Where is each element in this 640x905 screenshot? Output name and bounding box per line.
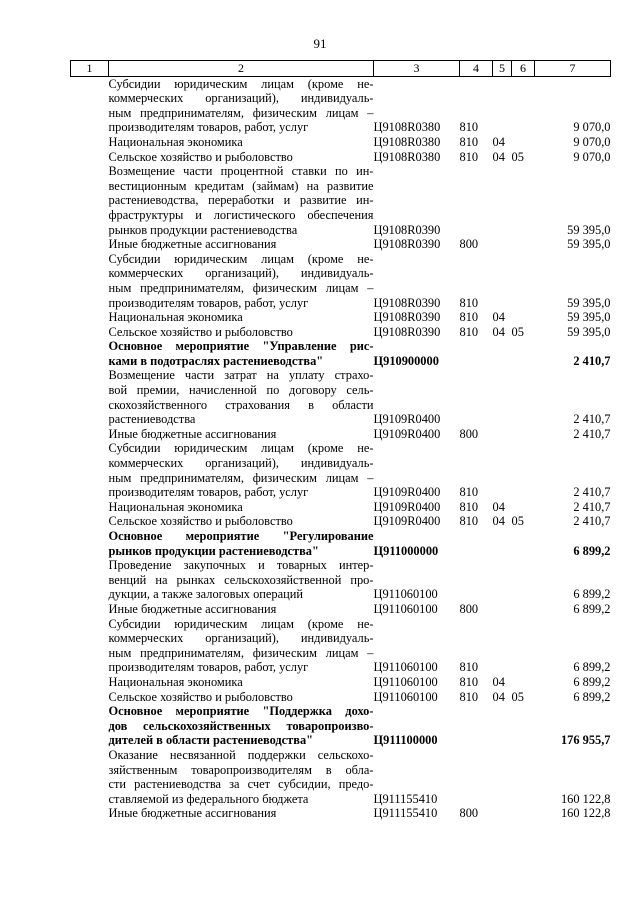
row-group-cell: 810 [459,499,479,514]
row-name-line: коммерческих организаций), индивидуаль- [108,91,374,106]
row-name-line: венций на рынках сельскохозяйственной про- [108,572,374,587]
row-number-cell [71,514,109,529]
row-name-cell [109,500,374,515]
row-name-line: Сельское хозяйство и рыболовство [108,149,293,164]
row-section-cell [493,427,512,442]
header-col-4: 4 [460,61,493,77]
row-group-cell [460,339,493,368]
row-amount-cell: 2 410,7 [573,499,611,514]
row-name-line: Субсидии юридическим лицам (кроме не- [108,251,374,266]
table-row [71,135,611,150]
row-code-cell: Ц911060100 [373,689,438,704]
row-name-line: производителям товаров, работ, услуг [108,660,309,675]
row-amount-cell: 6 899,2 [573,543,611,558]
row-group-cell: 810 [459,310,479,325]
row-subsection-cell [512,427,535,442]
row-code-cell: Ц9109R0400 [373,499,441,514]
row-name-cell [109,252,374,310]
row-section-cell [493,252,512,310]
row-section-cell: 04 [492,674,505,689]
table-body [71,76,611,821]
row-name-cell [109,748,374,806]
row-amount-cell: 6 899,2 [573,587,611,602]
row-name-cell [109,427,374,442]
row-name-line: Иные бюджетные ассигнования [108,601,277,616]
row-name-cell [109,806,374,821]
row-group-cell: 810 [459,295,479,310]
table-row [71,368,611,426]
row-name-line: производителям товаров, работ, услуг [108,295,309,310]
row-name-line: Национальная экономика [108,674,243,689]
table-row [71,602,611,617]
row-name-cell [109,675,374,690]
row-number-cell [71,704,109,748]
row-name-line: Возмещение части процентной ставки по ин- [108,164,374,179]
row-code-cell: Ц911155410 [373,806,438,821]
row-name-line: вестиционным кредитам (займам) на развитие [108,178,374,193]
row-name-cell [109,558,374,602]
table-row [71,164,611,237]
row-name-line: Иные бюджетные ассигнования [108,426,277,441]
row-number-cell [71,325,109,340]
row-name-line: производителям товаров, работ, услуг [108,120,309,135]
row-group-cell: 800 [459,237,479,252]
row-amount-cell: 176 955,7 [560,733,611,748]
row-name-cell [109,164,374,237]
row-section-cell: 04 [492,134,505,149]
row-number-cell [71,500,109,515]
row-name-cell [109,368,374,426]
row-group-cell [460,748,493,806]
row-name-line: Национальная экономика [108,499,243,514]
row-code-cell: Ц9108R0390 [373,222,441,237]
row-subsection-cell [512,558,535,602]
row-amount-cell: 160 122,8 [560,806,611,821]
row-section-cell: 04 [492,499,505,514]
row-name-line: Основное мероприятие "Управление рис- [108,339,374,354]
row-group-cell: 810 [459,485,479,500]
row-group-cell: 800 [459,426,479,441]
row-subsection-cell [512,617,535,675]
table-row [71,339,611,368]
row-number-cell [71,237,109,252]
header-col-2: 2 [109,61,374,77]
row-name-line: Возмещение части затрат на уплату страхо- [108,368,374,383]
row-subsection-cell: 05 [511,324,524,339]
row-number-cell [71,529,109,558]
row-subsection-cell [512,339,535,368]
row-group-cell: 800 [459,806,479,821]
row-subsection-cell [512,237,535,252]
row-name-line: Иные бюджетные ассигнования [108,806,277,821]
row-code-cell: Ц9108R0390 [373,310,441,325]
row-section-cell [493,806,512,821]
row-name-cell [109,150,374,165]
row-section-cell [493,529,512,558]
table-row [71,325,611,340]
header-col-5: 5 [493,61,512,77]
row-name-line: Сельское хозяйство и рыболовство [108,514,293,529]
row-subsection-cell [512,441,535,499]
row-name-cell [109,704,374,748]
row-amount-cell: 2 410,7 [573,412,611,427]
row-code-cell: Ц9108R0380 [373,134,441,149]
row-name-line: Оказание несвязанной поддержки сельскохо- [108,747,374,762]
row-subsection-cell [512,164,535,237]
row-group-cell: 810 [459,689,479,704]
row-code-cell: Ц9109R0400 [373,485,441,500]
table-row [71,748,611,806]
table-row [71,237,611,252]
row-name-line: Сельское хозяйство и рыболовство [108,689,293,704]
row-section-cell [493,237,512,252]
row-amount-cell: 6 899,2 [573,660,611,675]
row-name-line: коммерческих организаций), индивидуаль- [108,631,374,646]
row-section-cell [493,164,512,237]
row-number-cell [71,150,109,165]
row-subsection-cell: 05 [511,689,524,704]
table-row [71,76,611,135]
row-group-cell [460,164,493,237]
row-group-cell: 810 [459,134,479,149]
row-number-cell [71,310,109,325]
row-number-cell [71,806,109,821]
row-subsection-cell [512,675,535,690]
table-row [71,558,611,602]
row-name-cell [109,76,374,135]
row-subsection-cell [512,76,535,135]
row-amount-cell: 59 395,0 [567,237,611,252]
row-name-line: коммерческих организаций), индивидуаль- [108,456,374,471]
row-number-cell [71,690,109,705]
row-name-line: ставляемой из федерального бюджета [108,791,309,806]
row-name-cell [109,441,374,499]
table-row [71,500,611,515]
table-header-row [71,61,611,77]
row-name-cell [109,339,374,368]
row-name-line: скохозяйственного страхования в области [108,397,374,412]
row-code-cell: Ц9108R0390 [373,295,441,310]
row-name-cell [109,514,374,529]
row-amount-cell: 2 410,7 [573,426,611,441]
row-name-line: Сельское хозяйство и рыболовство [108,324,293,339]
row-name-cell [109,135,374,150]
row-subsection-cell [512,252,535,310]
row-name-line: вой премии, начисленной по договору сель- [108,383,374,398]
header-col-3: 3 [374,61,460,77]
table-row [71,427,611,442]
row-group-cell: 810 [459,674,479,689]
row-amount-cell: 6 899,2 [573,601,611,616]
row-name-cell [109,310,374,325]
row-name-line: Основное мероприятие "Поддержка дохо- [108,704,374,719]
row-number-cell [71,339,109,368]
row-group-cell: 810 [459,149,479,164]
row-code-cell: Ц9109R0400 [373,426,441,441]
row-amount-cell: 2 410,7 [573,514,611,529]
row-code-cell: Ц911155410 [373,791,438,806]
table-row [71,150,611,165]
row-section-cell [493,368,512,426]
table-row [71,806,611,821]
row-name-line: производителям товаров, работ, услуг [108,485,309,500]
row-code-cell: Ц911100000 [373,733,438,748]
row-name-cell [109,237,374,252]
page-number: 91 [313,36,327,51]
row-group-cell [460,704,493,748]
row-subsection-cell: 05 [511,149,524,164]
row-name-line: растениеводства [108,412,196,427]
row-section-cell: 04 [492,149,505,164]
row-amount-cell: 59 395,0 [567,295,611,310]
header-col-1: 1 [71,61,109,77]
row-subsection-cell [512,310,535,325]
row-amount-cell: 6 899,2 [573,689,611,704]
row-name-cell [109,602,374,617]
row-name-line: зяйственным товаропроизводителям в обла- [108,762,374,777]
row-name-cell [109,617,374,675]
row-section-cell [493,76,512,135]
row-subsection-cell [512,806,535,821]
row-name-line: сти растениеводства за счет субсидии, предо- [108,777,374,792]
row-group-cell: 810 [459,120,479,135]
row-amount-cell: 2 410,7 [573,353,611,368]
table-row [71,514,611,529]
table-row [71,690,611,705]
row-group-cell: 800 [459,601,479,616]
header-col-6: 6 [512,61,535,77]
table-row [71,441,611,499]
row-number-cell [71,368,109,426]
row-name-line: Основное мероприятие "Регулирование [108,529,374,543]
row-section-cell [493,704,512,748]
row-name-line: рынков продукции растениеводства [108,222,298,237]
budget-table [70,60,611,821]
row-name-line: фраструктуры и логистического обеспечения [108,207,374,222]
row-name-line: ным предпринимателям, физическим лицам – [108,105,374,120]
row-section-cell: 04 [492,514,505,529]
row-code-cell: Ц9108R0380 [373,149,441,164]
row-name-line: Проведение закупочных и товарных интер- [108,558,374,573]
row-amount-cell: 59 395,0 [567,324,611,339]
row-section-cell [493,441,512,499]
row-name-line: Национальная экономика [108,310,243,325]
row-number-cell [71,252,109,310]
row-name-line: дителей в области растениеводства" [108,733,314,748]
row-amount-cell: 9 070,0 [573,120,611,135]
row-name-line: ным предпринимателям, физическим лицам – [108,280,374,295]
row-group-cell: 810 [459,660,479,675]
row-group-cell: 810 [459,514,479,529]
row-code-cell: Ц910900000 [373,353,439,368]
row-name-line: Национальная экономика [108,134,243,149]
row-name-cell [109,325,374,340]
row-amount-cell: 2 410,7 [573,485,611,500]
row-number-cell [71,558,109,602]
row-name-line: ным предпринимателям, физическим лицам – [108,470,374,485]
row-code-cell: Ц9109R0400 [373,412,441,427]
row-section-cell [493,748,512,806]
row-name-line: дукции, а также залоговых операций [108,587,304,602]
row-subsection-cell [512,704,535,748]
row-amount-cell: 9 070,0 [573,149,611,164]
row-section-cell: 04 [492,310,505,325]
row-amount-cell: 6 899,2 [573,674,611,689]
row-subsection-cell [512,748,535,806]
row-name-line: растениеводства, переработки и развитие ин- [108,193,374,208]
row-code-cell: Ц911060100 [373,601,438,616]
row-code-cell: Ц911060100 [373,587,438,602]
row-name-line: ным предпринимателям, физическим лицам – [108,645,374,660]
row-name-cell [109,529,374,558]
row-code-cell: Ц911060100 [373,660,438,675]
row-group-cell [460,368,493,426]
row-amount-cell: 160 122,8 [560,791,611,806]
row-number-cell [71,76,109,135]
row-code-cell: Ц911060100 [373,674,438,689]
row-subsection-cell [512,602,535,617]
row-section-cell [493,617,512,675]
row-group-cell: 810 [459,324,479,339]
row-code-cell: Ц9108R0380 [373,120,441,135]
row-number-cell [71,602,109,617]
row-subsection-cell [512,368,535,426]
table-row [71,617,611,675]
row-name-line: ками в подотраслях растениеводства" [108,353,324,368]
row-name-line: дов сельскохозяйственных товаропроизво- [108,718,374,733]
row-amount-cell: 59 395,0 [567,222,611,237]
row-section-cell: 04 [492,689,505,704]
row-group-cell [460,529,493,558]
row-name-cell [109,690,374,705]
row-section-cell [493,558,512,602]
row-name-line: Иные бюджетные ассигнования [108,237,277,252]
row-section-cell: 04 [492,324,505,339]
row-code-cell: Ц9109R0400 [373,514,441,529]
row-name-line: рынков продукции растениеводства" [108,543,319,558]
row-number-cell [71,427,109,442]
table-row [71,675,611,690]
table-row [71,252,611,310]
row-group-cell [460,558,493,602]
row-section-cell [493,339,512,368]
row-subsection-cell [512,135,535,150]
row-name-line: Субсидии юридическим лицам (кроме не- [108,76,374,91]
row-amount-cell: 59 395,0 [567,310,611,325]
row-number-cell [71,441,109,499]
row-number-cell [71,675,109,690]
row-amount-cell: 9 070,0 [573,134,611,149]
table-row [71,310,611,325]
row-number-cell [71,748,109,806]
row-code-cell: Ц9108R0390 [373,237,441,252]
table-row [71,704,611,748]
row-section-cell [493,602,512,617]
table-row [71,529,611,558]
row-subsection-cell [512,500,535,515]
row-name-line: Субсидии юридическим лицам (кроме не- [108,616,374,631]
row-subsection-cell: 05 [511,514,524,529]
row-name-line: Субсидии юридическим лицам (кроме не- [108,441,374,456]
header-col-7: 7 [535,61,611,77]
row-name-line: коммерческих организаций), индивидуаль- [108,266,374,281]
row-number-cell [71,617,109,675]
row-code-cell: Ц9108R0390 [373,324,441,339]
row-number-cell [71,135,109,150]
row-subsection-cell [512,529,535,558]
row-code-cell: Ц911000000 [373,543,439,558]
row-number-cell [71,164,109,237]
